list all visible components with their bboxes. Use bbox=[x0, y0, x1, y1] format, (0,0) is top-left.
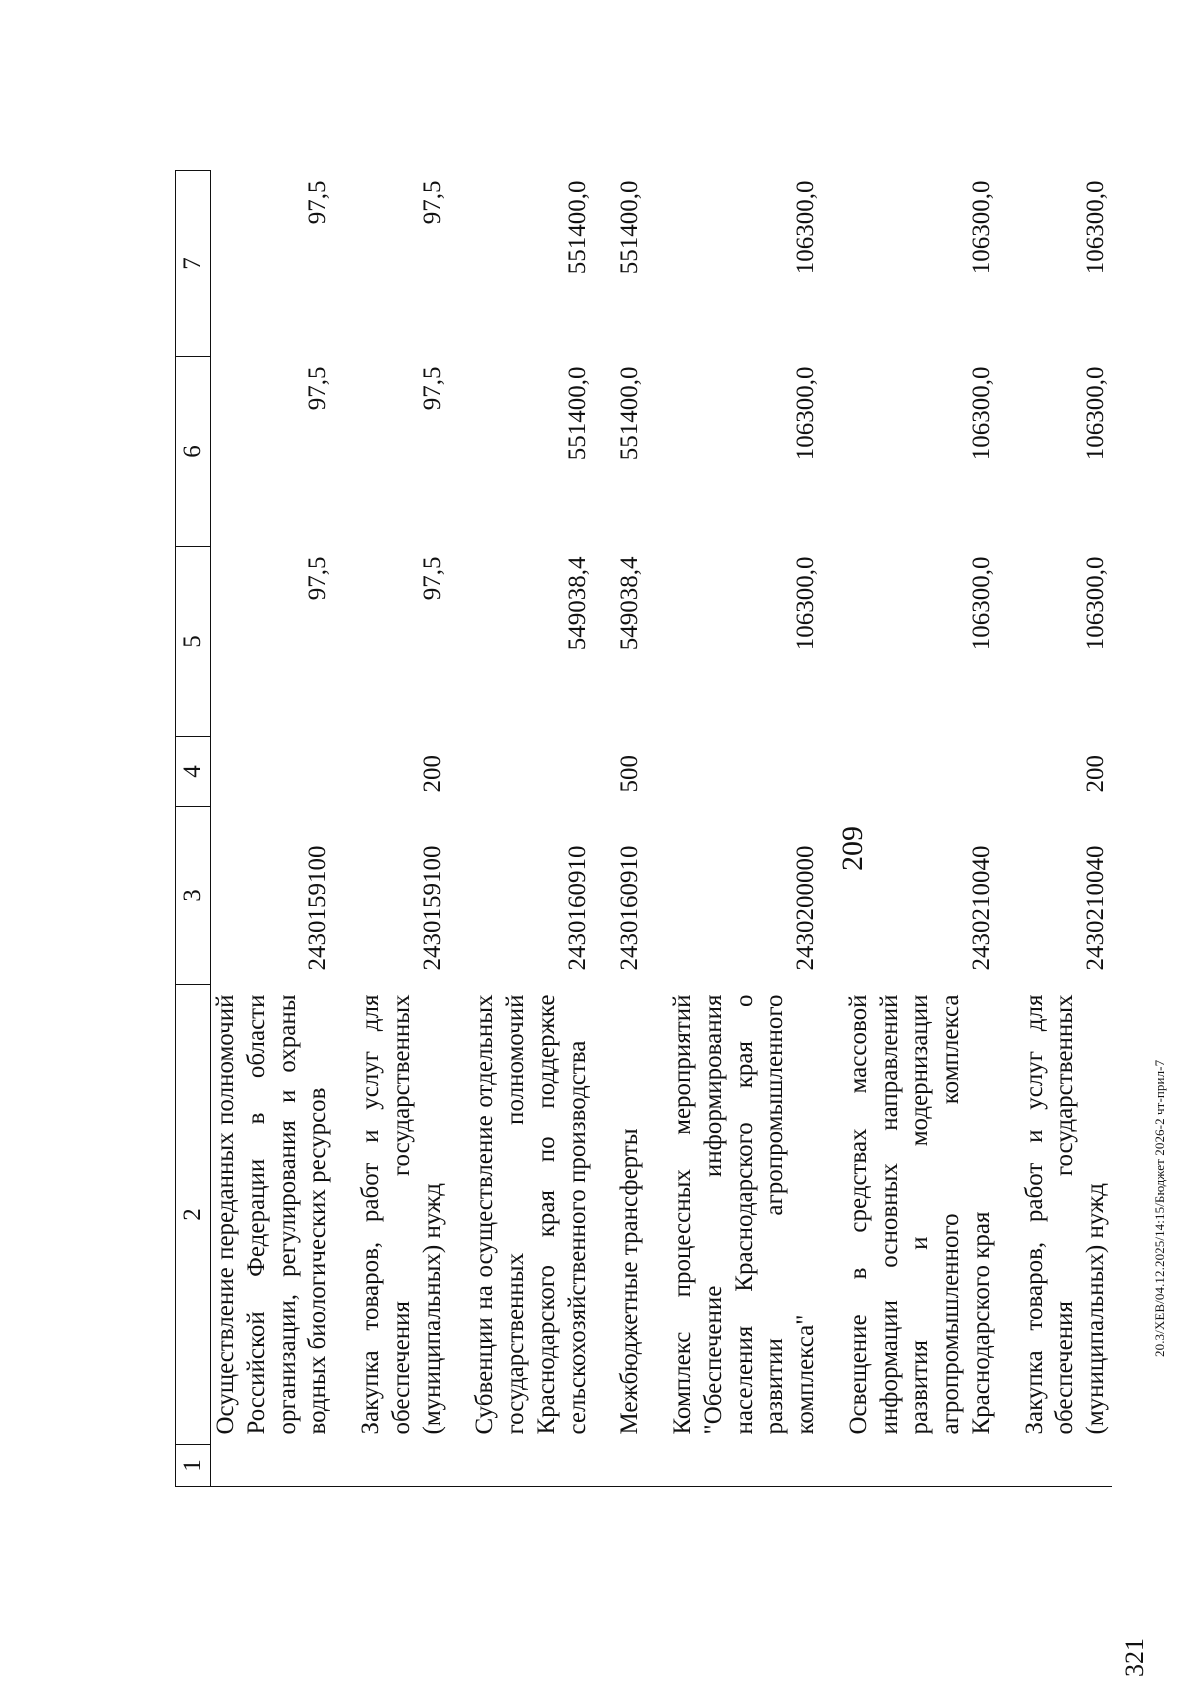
row-number bbox=[1020, 1445, 1112, 1487]
row-number bbox=[470, 1445, 593, 1487]
row-amount-2025: 549038,4 bbox=[616, 556, 644, 651]
row-spacer bbox=[822, 171, 844, 1487]
header-col-3: 3 bbox=[176, 807, 211, 985]
header-col-1: 1 bbox=[176, 1445, 211, 1487]
row-spacer bbox=[998, 171, 1020, 1487]
row-spacer bbox=[334, 171, 356, 1487]
row-target-code: 2430210040 bbox=[1082, 845, 1109, 971]
row-description: Освещение в средствах массовой информации основных направлений развития и модернизации агропромышленного комплекса Краснодарского края bbox=[844, 994, 995, 1435]
row-expense-type bbox=[211, 737, 335, 807]
row-target-code: 2430160910 bbox=[616, 845, 644, 971]
row-amount-2027: 551400,0 bbox=[616, 180, 644, 275]
row-amount-2025: 97,5 bbox=[304, 556, 332, 601]
row-amount-2025: 106300,0 bbox=[1082, 556, 1109, 651]
row-expense-type: 200 bbox=[418, 755, 446, 793]
row-target-code: 2430200000 bbox=[792, 845, 819, 971]
row-number bbox=[211, 1445, 335, 1487]
table-body bbox=[211, 171, 1112, 1487]
table-row bbox=[356, 171, 448, 1487]
row-spacer bbox=[593, 171, 615, 1487]
row-description: Комплекс процессных мероприятий "Обеспечение информирования населения Краснодарского края о развитии агропромышленного комплекса" bbox=[669, 994, 819, 1435]
header-col-2: 2 bbox=[176, 985, 211, 1445]
row-target-code: 2430159100 bbox=[418, 845, 446, 971]
row-description: Субвенции на осуществление отдельных государственных полномочий Краснодарского края по поддержке сельскохозяйственного производства bbox=[471, 994, 591, 1435]
row-amount-2027: 551400,0 bbox=[563, 180, 591, 275]
row-spacer-cell bbox=[593, 171, 615, 1487]
row-number bbox=[844, 1445, 998, 1487]
row-expense-type: 200 bbox=[1082, 755, 1109, 793]
header-col-4: 4 bbox=[176, 737, 211, 807]
row-spacer bbox=[448, 171, 470, 1487]
row-number bbox=[615, 1445, 646, 1487]
row-spacer-cell bbox=[822, 171, 844, 1487]
row-spacer-cell bbox=[998, 171, 1020, 1487]
row-spacer-cell bbox=[448, 171, 470, 1487]
row-amount-2025: 549038,4 bbox=[563, 556, 591, 651]
row-description: Осуществление переданных полномочий Российской Федерации в области организации, регулирования и охраны водных биологических ресурсов bbox=[212, 994, 332, 1435]
row-number bbox=[668, 1445, 822, 1487]
row-amount-2026: 106300,0 bbox=[792, 366, 819, 461]
table-header bbox=[176, 171, 211, 1487]
footer-code: 20.3/ХЕВ/04.12.2025/14:15/Бюджет 2026-2 чт-прил-7 bbox=[1152, 1059, 1167, 1357]
row-target-code: 2430160910 bbox=[563, 845, 591, 971]
page-number: 209 bbox=[836, 826, 869, 871]
row-amount-2026: 551400,0 bbox=[563, 366, 591, 461]
header-col-7: 7 bbox=[176, 171, 211, 357]
row-target-code: 2430159100 bbox=[304, 845, 332, 971]
row-amount-2027: 97,5 bbox=[418, 180, 446, 225]
row-amount-2025: 106300,0 bbox=[967, 556, 995, 651]
row-amount-2027: 97,5 bbox=[304, 180, 332, 225]
table-row bbox=[1020, 171, 1112, 1487]
row-amount-2027: 106300,0 bbox=[1082, 180, 1109, 275]
header-col-6: 6 bbox=[176, 357, 211, 547]
row-description: Межбюджетные трансферты bbox=[616, 1128, 644, 1435]
row-amount-2026: 97,5 bbox=[304, 366, 332, 411]
row-amount-2027: 106300,0 bbox=[792, 180, 819, 275]
row-spacer-cell bbox=[646, 171, 668, 1487]
row-spacer bbox=[646, 171, 668, 1487]
row-amount-2027: 106300,0 bbox=[967, 180, 995, 275]
row-expense-type bbox=[844, 737, 998, 807]
header-col-5: 5 bbox=[176, 547, 211, 737]
row-expense-type bbox=[668, 737, 822, 807]
table-row bbox=[615, 171, 646, 1487]
row-amount-2026: 106300,0 bbox=[1082, 366, 1109, 461]
table-row bbox=[211, 171, 335, 1487]
row-amount-2025: 106300,0 bbox=[792, 556, 819, 651]
header-row bbox=[176, 171, 211, 1487]
sheet-number: 321 bbox=[1120, 1638, 1149, 1677]
row-spacer-cell bbox=[334, 171, 356, 1487]
row-expense-type: 500 bbox=[616, 755, 644, 793]
table-row bbox=[668, 171, 822, 1487]
row-amount-2026: 97,5 bbox=[418, 366, 446, 411]
table-row bbox=[844, 171, 998, 1487]
budget-table bbox=[175, 170, 1112, 1487]
row-description: Закупка товаров, работ и услуг для обеспечения государственных (муниципальных) нужд bbox=[357, 994, 446, 1435]
row-amount-2026: 551400,0 bbox=[616, 366, 644, 461]
row-amount-2025: 97,5 bbox=[418, 556, 446, 601]
row-description: Закупка товаров, работ и услуг для обеспечения государственных (муниципальных) нужд bbox=[1020, 994, 1109, 1435]
row-number bbox=[356, 1445, 448, 1487]
row-amount-2026: 106300,0 bbox=[967, 366, 995, 461]
table-row bbox=[470, 171, 593, 1487]
row-expense-type bbox=[470, 737, 593, 807]
row-target-code: 2430210040 bbox=[967, 845, 995, 971]
